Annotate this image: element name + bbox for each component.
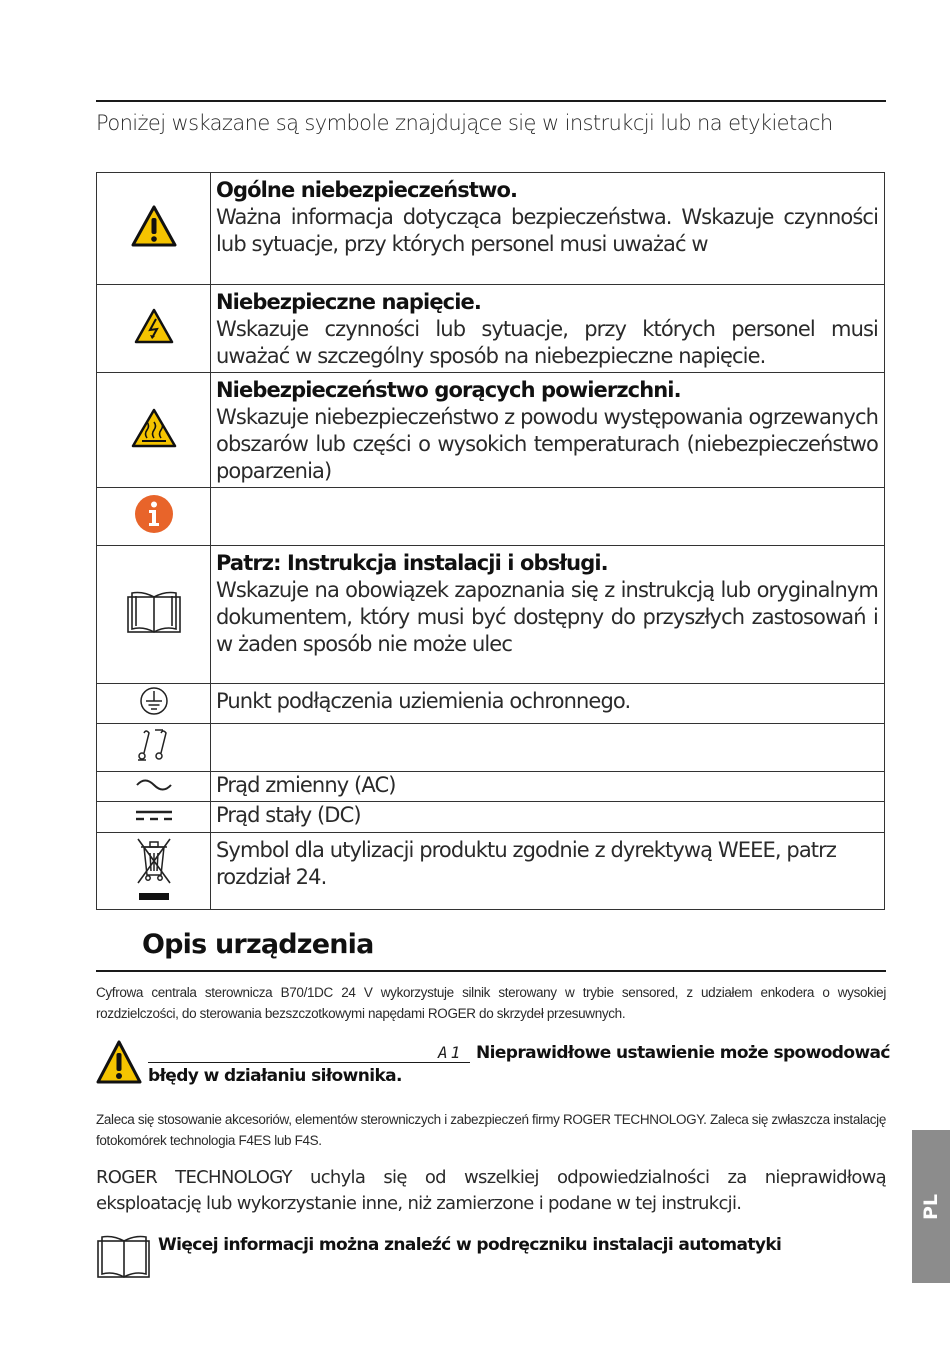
symbol-description: Punkt podłączenia uziemienia ochronnego. [216,689,631,713]
symbol-description: Wskazuje niebezpieczeństwo z powodu występowania ogrzewanych obszarów lub części o wysokich temperaturach (niebezpieczeństwo poparzenia) [216,405,878,483]
general-danger-warning-icon [131,205,177,247]
symbol-description: Wskazuje czynności lub sytuacje, przy których personel musi uważać w szczególny sposób na niebezpieczne napięcie. [216,317,878,368]
recommendation-text: Zaleca się stosowanie akcesoriów, elementów sterowniczych i zabezpieczeń firmy ROGER TECHNOLOGY. Zaleca się zwłaszcza instalację fotokomórek technologia F4ES lub F4S. [96,1112,886,1148]
warning-text-line2: błędy w działaniu siłownika. [148,1066,402,1086]
more-info-text: Więcej informacji można znaleźć w podręczniku instalacji automatyki [158,1235,782,1255]
language-tab [912,1130,950,1283]
table-row [97,285,885,373]
high-voltage-warning-icon [134,308,174,344]
section-title: Opis urządzenia [142,929,374,960]
manual-book-icon [96,1232,152,1280]
warning-text-line1: Nieprawidłowe ustawienie może spowodować [476,1043,890,1063]
table-row [97,684,885,724]
symbol-title: Niebezpieczeństwo gorących powierzchni. [216,378,681,402]
direct-current-icon [134,808,174,822]
section-rule [96,970,886,972]
top-rule [96,100,886,102]
language-tab-label: PL [920,1193,942,1220]
protective-earth-icon [139,686,169,716]
table-row [97,373,885,488]
info-icon [134,494,174,534]
table-row [97,833,885,910]
table-row [97,173,885,285]
symbol-description: Wskazuje na obowiązek zapoznania się z instrukcją lub oryginalnym dokumentem, który musi być dostępny do przyszłych zastosowań i w żaden sposób nie może ulec [216,578,878,656]
alternating-current-icon [134,775,174,793]
warning-icon [96,1040,142,1084]
table-row [97,546,885,684]
warning-underline [148,1062,470,1063]
symbol-title: Niebezpieczne napięcie. [216,290,481,314]
symbol-description: Symbol dla utylizacji produktu zgodnie z dyrektywą WEEE, patrz rozdział 24. [216,838,836,889]
warning-code: A1 [438,1043,464,1062]
table-row [97,772,885,802]
symbols-table [96,172,885,910]
manual-book-icon [126,590,182,634]
table-row [97,802,885,833]
weee-crossed-bin-icon [134,835,174,903]
symbol-description: Ważna informacja dotycząca bezpieczeństwa. Wskazuje czynności lub sytuacje, przy których personel musi uważać w [216,205,878,256]
temperature-limits-icon [134,727,174,763]
table-row [97,724,885,772]
table-row [97,488,885,546]
symbol-title: Patrz: Instrukcja instalacji i obsługi. [216,551,608,575]
hot-surface-warning-icon [131,408,177,448]
symbol-title: Ogólne niebezpieczeństwo. [216,178,518,202]
intro-text: Poniżej wskazane są symbole znajdujące się w instrukcji lub na etykietach [96,111,833,135]
symbol-description: Prąd stały (DC) [216,803,361,827]
liability-text: ROGER TECHNOLOGY uchyla się od wszelkiej odpowiedzialności za nieprawidłową eksploatację lub wykorzystanie inne, niż zamierzone i podane w tej instrukcji. [96,1167,886,1214]
device-description: Cyfrowa centrala sterownicza B70/1DC 24 V wykorzystuje silnik sterowany w trybie sensored, z udziałem enkodera o wysokiej rozdzielczości, do sterowania bezszczotkowymi napędami ROGER do skrzydeł przesuwnych. [96,985,886,1021]
symbol-description: Prąd zmienny (AC) [216,773,396,797]
